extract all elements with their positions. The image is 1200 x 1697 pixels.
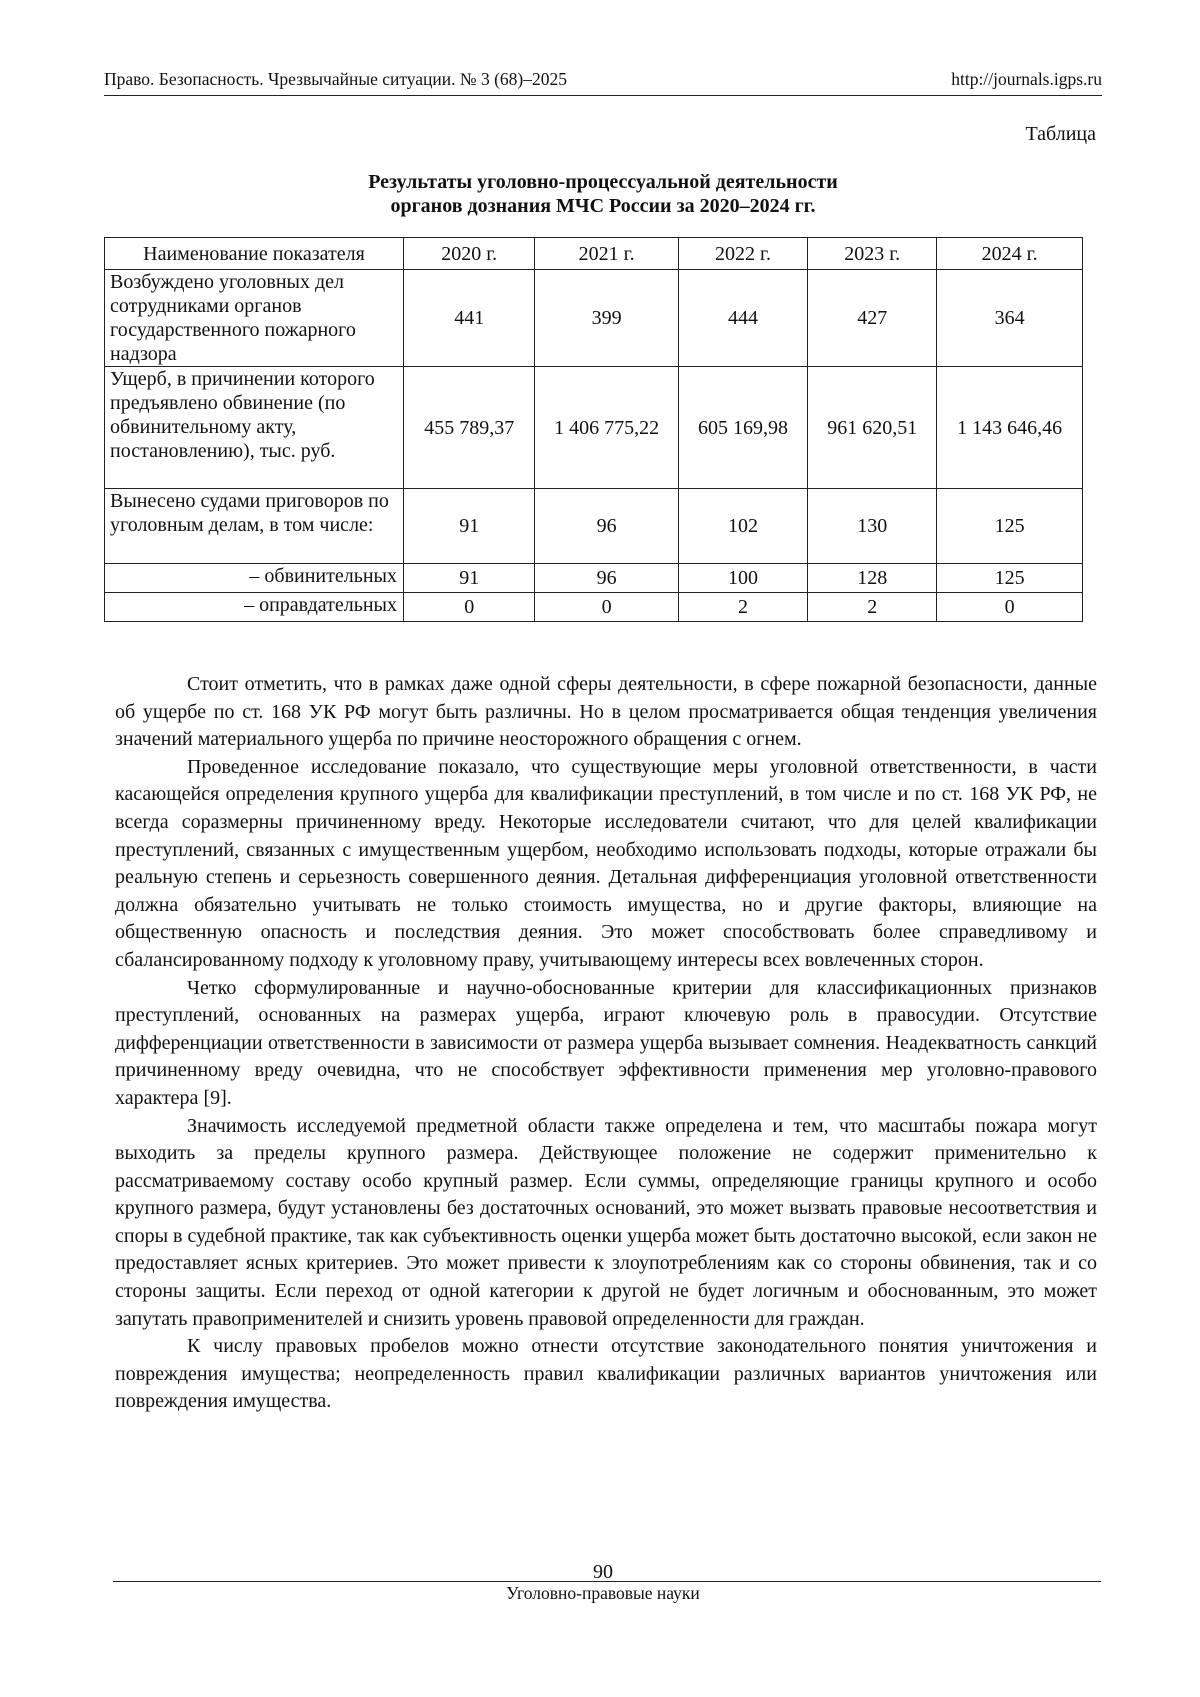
row-label: Возбуждено уголовных дел сотрудниками органов государственного пожарного надзора bbox=[105, 270, 404, 367]
table-cell: 605 169,98 bbox=[678, 367, 807, 489]
paragraph: Стоит отметить, что в рамках даже одной сферы деятельности, в сфере пожарной безопасности, данные об ущербе по ст. 168 УК РФ могут быть различны. Но в целом просматривается общая тенденция увеличения значений материального ущерба по причине неосторожного обращения с огнем. bbox=[115, 673, 1097, 751]
table-cell: 0 bbox=[937, 593, 1083, 622]
table-title-line-2: органов дознания МЧС России за 2020–2024 гг. bbox=[390, 195, 816, 217]
page-number: 90 bbox=[593, 1561, 613, 1583]
journal-title: Право. Безопасность. Чрезвычайные ситуации. № 3 (68)–2025 bbox=[104, 69, 568, 89]
paragraph: Значимость исследуемой предметной области также определена и тем, что масштабы пожара могут выходить за пределы крупного размера. Действующее положение не содержит применительно к рассматриваемому составу особо крупный размер. Если суммы, определяющие границы крупного и особо крупного размера, будут установлены без достаточных оснований, это может вызвать правовые несоответствия и споры в судебной практике, так как субъективность оценки ущерба может быть достаточно высокой, если закон не предоставляет ясных критериев. Это может привести к злоупотреблениям как со стороны обвинения, так и со стороны защиты. Если переход от одной категории к другой не будет логичным и обоснованным, это может запутать правоприменителей и снизить уровень правовой определенности для граждан. bbox=[115, 1114, 1097, 1330]
column-header: 2020 г. bbox=[403, 238, 534, 270]
table-cell: 441 bbox=[403, 270, 534, 367]
table-cell: 0 bbox=[403, 593, 534, 622]
table-title bbox=[104, 170, 1102, 218]
column-header: 2022 г. bbox=[678, 238, 807, 270]
table-cell: 96 bbox=[535, 489, 678, 564]
results-table bbox=[104, 237, 1083, 622]
table-caption: Таблица bbox=[1025, 123, 1096, 145]
column-header: 2024 г. bbox=[937, 238, 1083, 270]
table-header-row bbox=[105, 238, 1083, 270]
paragraph: К числу правовых пробелов можно отнести отсутствие законодательного понятия уничтожения и повреждения имущества; неопределенность правил квалификации различных вариантов уничтожения или повреждения имущества. bbox=[115, 1335, 1097, 1413]
table-row bbox=[105, 270, 1083, 367]
row-label: Вынесено судами приговоров по уголовным делам, в том числе: bbox=[105, 489, 404, 564]
column-header: 2023 г. bbox=[808, 238, 937, 270]
table-cell: 102 bbox=[678, 489, 807, 564]
table-cell: 2 bbox=[678, 593, 807, 622]
table-row bbox=[105, 593, 1083, 622]
table-cell: 100 bbox=[678, 564, 807, 593]
table-cell: 364 bbox=[937, 270, 1083, 367]
table-cell: 96 bbox=[535, 564, 678, 593]
table-cell: 427 bbox=[808, 270, 937, 367]
journal-url[interactable]: http://journals.igps.ru bbox=[951, 69, 1102, 89]
row-label: – оправдательных bbox=[105, 593, 404, 622]
table-cell: 91 bbox=[403, 489, 534, 564]
table-title-line-1: Результаты уголовно-процессуальной деятельности bbox=[368, 171, 838, 193]
table-cell: 1 143 646,46 bbox=[937, 367, 1083, 489]
paragraph: Четко сформулированные и научно-обоснованные критерии для классификационных признаков преступлений, основанных на размерах ущерба, играют ключевую роль в правосудии. Отсутствие дифференциации ответственности в зависимости от размера ущерба вызывает сомнения. Неадекватность санкций причиненному вреду очевидна, что не способствует эффективности применения мер уголовно-правового характера [9]. bbox=[115, 976, 1097, 1109]
body-text bbox=[115, 671, 1097, 1416]
row-label: – обвинительных bbox=[105, 564, 404, 593]
table-row bbox=[105, 367, 1083, 489]
table-cell: 130 bbox=[808, 489, 937, 564]
table-cell: 125 bbox=[937, 564, 1083, 593]
table-cell: 0 bbox=[535, 593, 678, 622]
section-name: Уголовно-правовые науки bbox=[506, 1583, 700, 1603]
paragraph: Проведенное исследование показало, что существующие меры уголовной ответственности, в части касающейся определения крупного ущерба для квалификации преступлений, в том числе и по ст. 168 УК РФ, не всегда соразмерны причиненному вреду. Некоторые исследователи считают, что для целей квалификации преступлений, связанных с имущественным ущербом, необходимо использовать подходы, которые отражали бы реальную степень и серьезность совершенного деяния. Детальная дифференциация уголовной ответственности должна обязательно учитывать не только стоимость имущества, но и другие факторы, влияющие на общественную опасность и последствия деяния. Это может способствовать более справедливому и сбалансированному подходу к уголовному праву, учитывающему интересы всех вовлеченных сторон. bbox=[115, 755, 1097, 971]
table-row bbox=[105, 564, 1083, 593]
table-cell: 961 620,51 bbox=[808, 367, 937, 489]
table-cell: 444 bbox=[678, 270, 807, 367]
table-cell: 1 406 775,22 bbox=[535, 367, 678, 489]
table-cell: 128 bbox=[808, 564, 937, 593]
column-header: 2021 г. bbox=[535, 238, 678, 270]
table-cell: 125 bbox=[937, 489, 1083, 564]
header-divider bbox=[104, 95, 1102, 96]
running-head bbox=[104, 68, 1102, 90]
row-label: Ущерб, в причинении которого предъявлено обвинение (по обвинительному акту, постановлению), тыс. руб. bbox=[105, 367, 404, 489]
table-cell: 2 bbox=[808, 593, 937, 622]
column-header: Наименование показателя bbox=[105, 238, 404, 270]
table-row bbox=[105, 489, 1083, 564]
table-cell: 399 bbox=[535, 270, 678, 367]
table-cell: 91 bbox=[403, 564, 534, 593]
table-cell: 455 789,37 bbox=[403, 367, 534, 489]
